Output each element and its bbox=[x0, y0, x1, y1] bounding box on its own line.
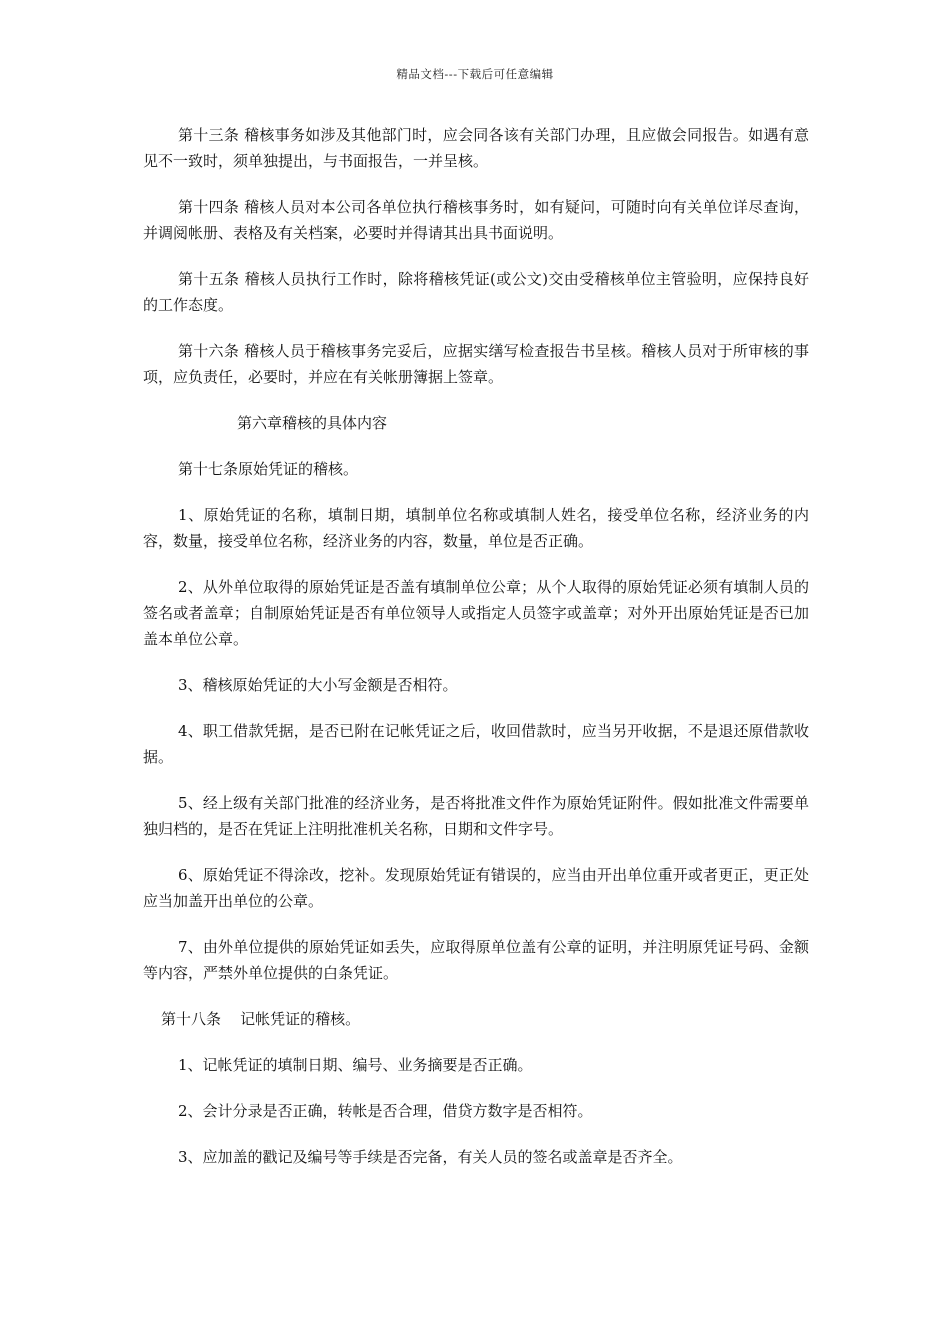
article-14: 第十四条 稽核人员对本公司各单位执行稽核事务时，如有疑问，可随时向有关单位详尽查询，并调阅帐册、表格及有关档案，必要时并得请其出具书面说明。 bbox=[143, 198, 809, 242]
article-13: 第十三条 稽核事务如涉及其他部门时，应会同各该有关部门办理，且应做会同报告。如遇有意见不一致时，须单独提出，与书面报告，一并呈核。 bbox=[143, 126, 809, 170]
article-17-item-2: 2、从外单位取得的原始凭证是否盖有填制单位公章；从个人取得的原始凭证必须有填制人员的签名或者盖章；自制原始凭证是否有单位领导人或指定人员签字或盖章；对外开出原始凭证是否已加盖本单位公章。 bbox=[143, 578, 809, 648]
article-17-item-3: 3、稽核原始凭证的大小写金额是否相符。 bbox=[178, 676, 458, 694]
article-18-item-1: 1、记帐凭证的填制日期、编号、业务摘要是否正确。 bbox=[178, 1056, 533, 1074]
article-17: 第十七条原始凭证的稽核。 bbox=[178, 460, 359, 478]
article-17-item-7: 7、由外单位提供的原始凭证如丢失，应取得原单位盖有公章的证明，并注明原凭证号码、金额等内容，严禁外单位提供的白条凭证。 bbox=[143, 938, 809, 982]
chapter-6-heading: 第六章稽核的具体内容 bbox=[237, 414, 388, 432]
document-body bbox=[143, 122, 809, 1190]
article-17-item-5: 5、经上级有关部门批准的经济业务，是否将批准文件作为原始凭证附件。假如批准文件需要单独归档的，是否在凭证上注明批准机关名称，日期和文件字号。 bbox=[143, 794, 809, 838]
page-header: 精品文档---下载后可任意编辑 bbox=[396, 67, 554, 81]
article-15: 第十五条 稽核人员执行工作时，除将稽核凭证(或公文)交由受稽核单位主管验明，应保持良好的工作态度。 bbox=[143, 270, 809, 314]
article-16: 第十六条 稽核人员于稽核事务完妥后，应据实缮写检查报告书呈核。稽核人员对于所审核的事项，应负责任，必要时，并应在有关帐册簿据上签章。 bbox=[143, 342, 809, 386]
article-17-item-1: 1、原始凭证的名称，填制日期，填制单位名称或填制人姓名，接受单位名称，经济业务的内容，数量，接受单位名称，经济业务的内容，数量，单位是否正确。 bbox=[143, 506, 809, 550]
article-18: 第十八条 记帐凭证的稽核。 bbox=[161, 1010, 361, 1028]
article-17-item-4: 4、职工借款凭据，是否已附在记帐凭证之后，收回借款时，应当另开收据，不是退还原借款收据。 bbox=[143, 722, 809, 766]
article-17-item-6: 6、原始凭证不得涂改，挖补。发现原始凭证有错误的，应当由开出单位重开或者更正，更正处应当加盖开出单位的公章。 bbox=[143, 866, 809, 910]
article-18-item-2: 2、会计分录是否正确，转帐是否合理，借贷方数字是否相符。 bbox=[178, 1102, 593, 1120]
article-18-item-3: 3、应加盖的戳记及编号等手续是否完备，有关人员的签名或盖章是否齐全。 bbox=[178, 1148, 683, 1166]
